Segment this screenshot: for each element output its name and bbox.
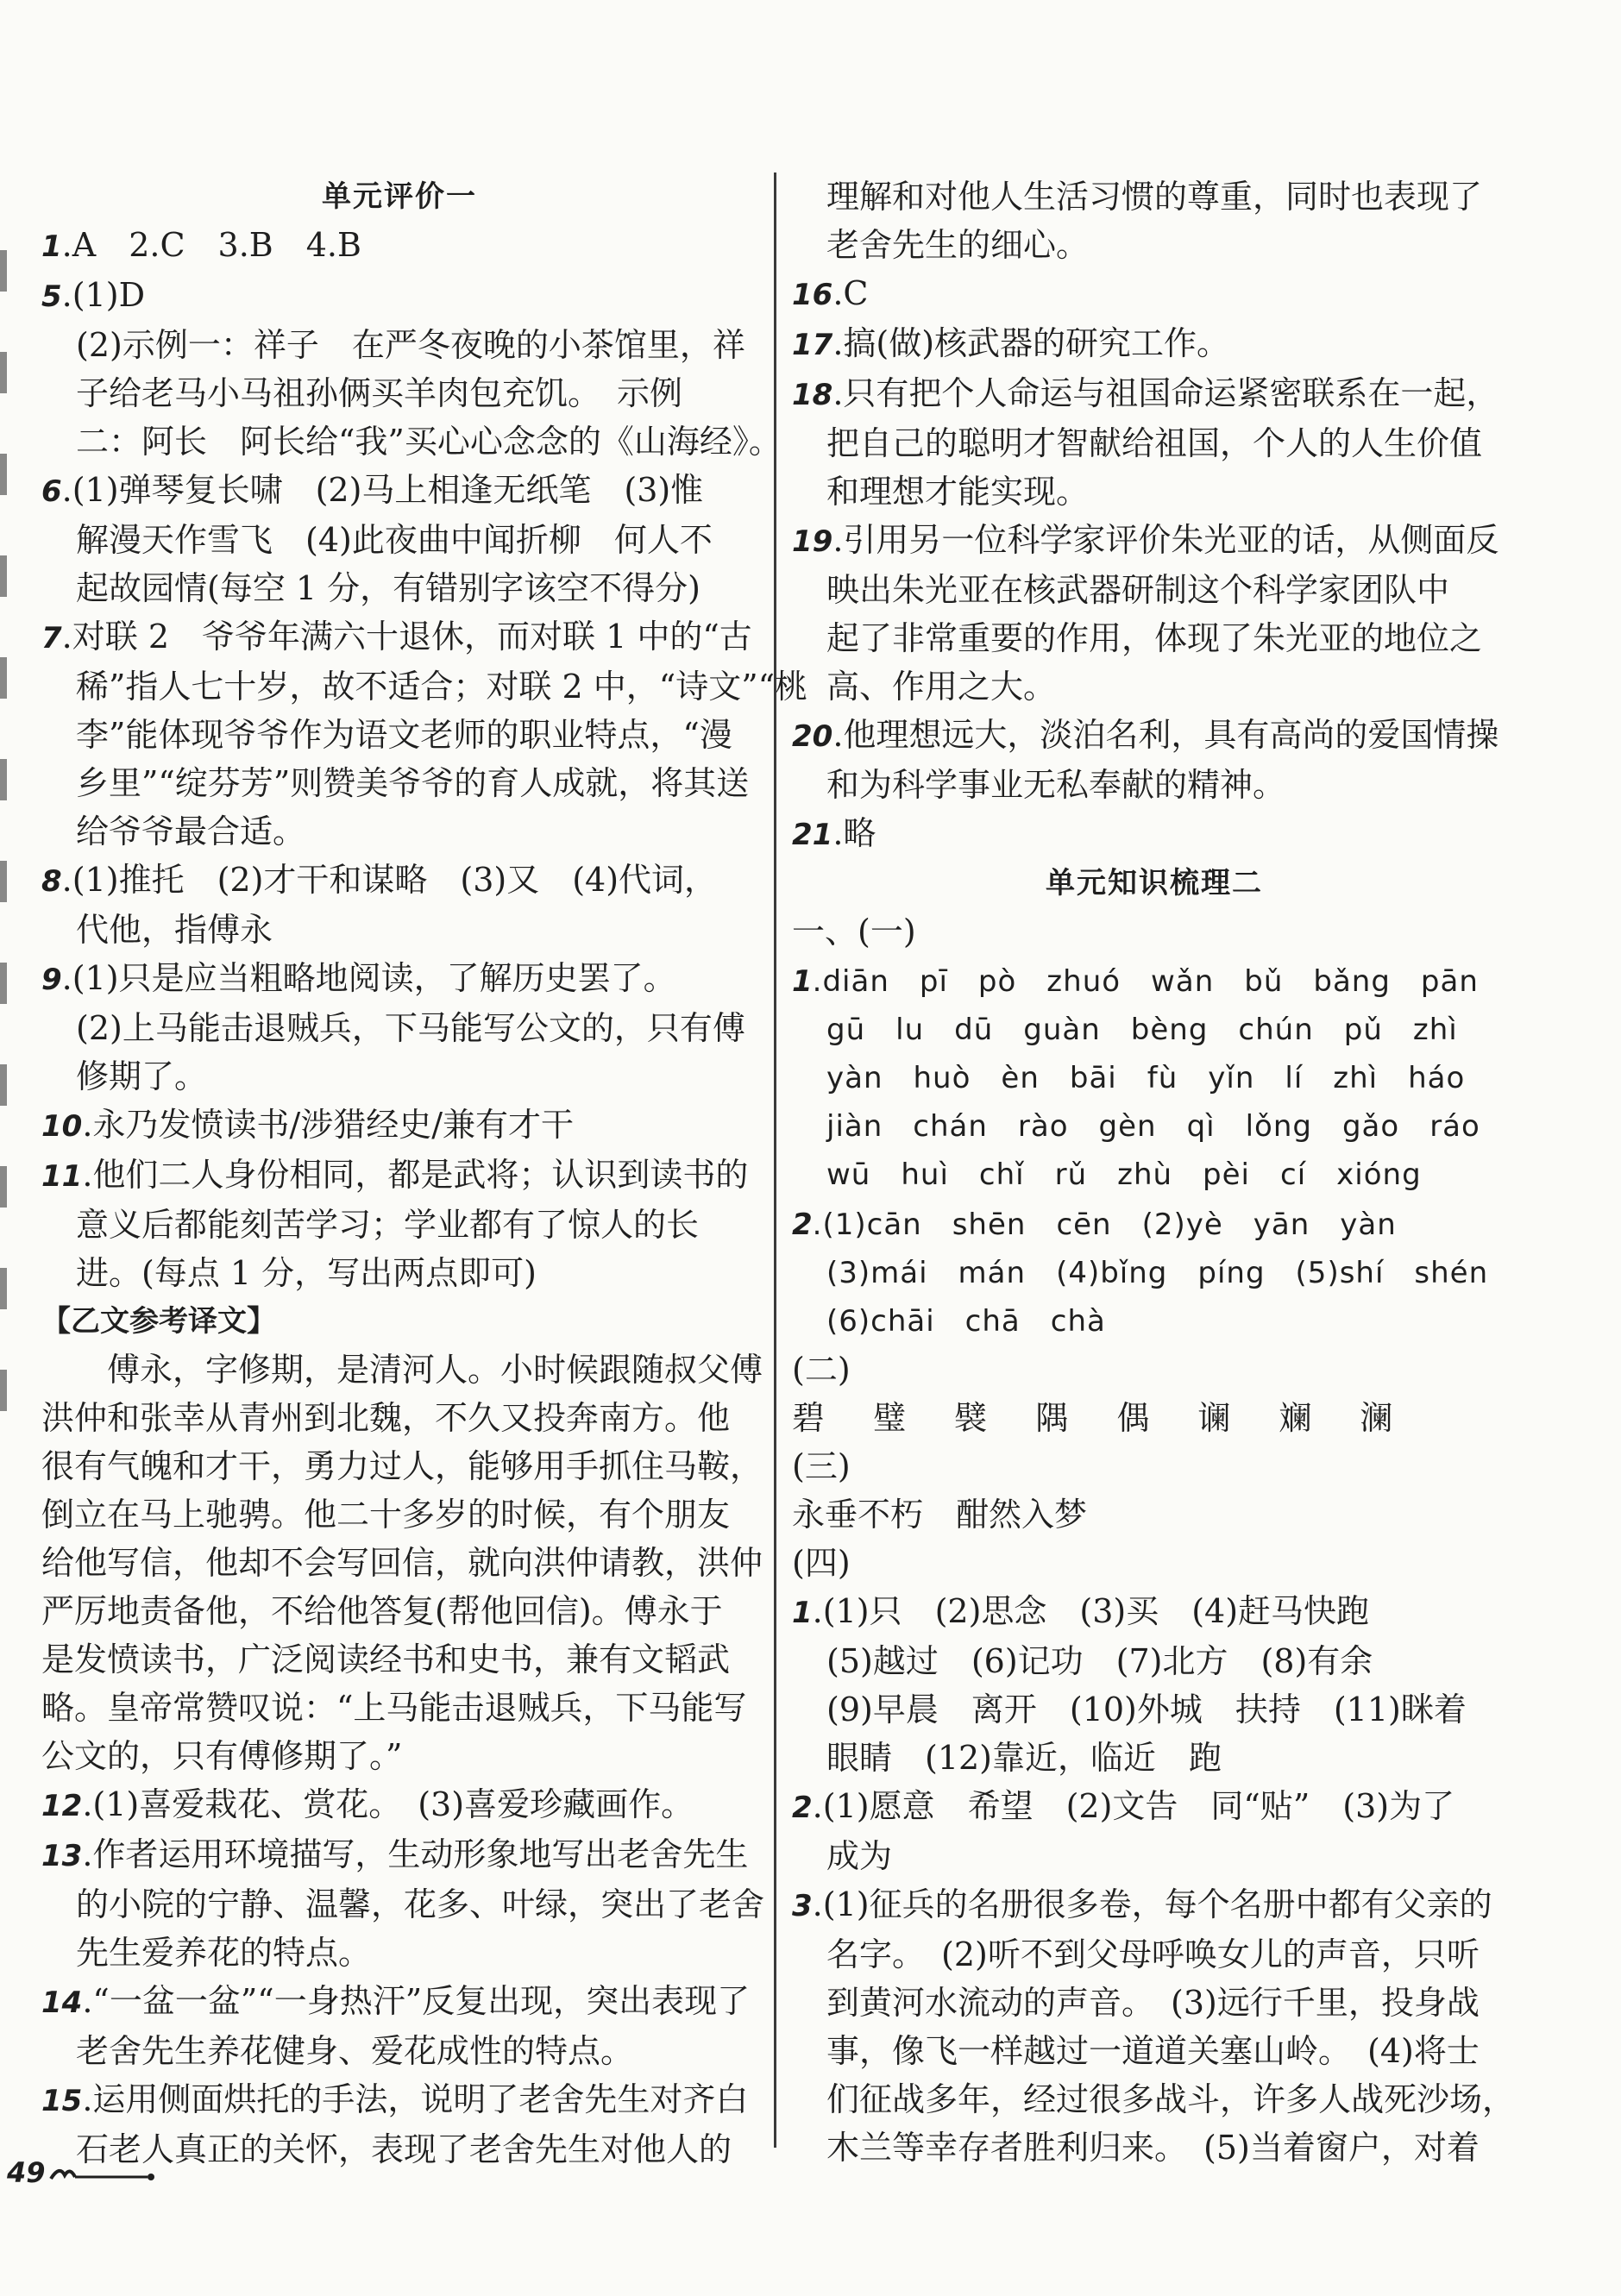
pinyin-answer-1: 1.diān pī pò zhuó wǎn bǔ bǎng pān gū lu dū guàn bèng chún pǔ zhì yàn huò èn bāi fù yǐn lí zhì háo jiàn chán rào gèn qì lǒng gǎo ráo wū huì chǐ rǔ zhù pèi cí xióng xyxy=(792,964,1480,1192)
answer-8: 8.(1)推托 (2)才干和谋略 (3)又 (4)代词， 代他，指傅永 xyxy=(41,861,718,949)
answer-6: 6.(1)弹琴复长啸 (2)马上相逢无纸笔 (3)惟 解漫天作雪飞 (4)此夜曲中闻折柳 何人不 起故园情(每空 1 分，有错别字该空不得分) xyxy=(41,471,713,607)
part-4-answer-2: 2.(1)愿意 希望 (2)文告 同“贴” (3)为了 成为 xyxy=(792,1787,1455,1875)
part-3-label: (三) xyxy=(792,1447,851,1485)
column-divider xyxy=(774,173,776,2148)
answer-14: 14.“一盆一盆”“一身热汗”反复出现，突出表现了 老舍先生养花健身、爱花成性的特点。 xyxy=(41,1982,751,2070)
pinyin-answer-2: 2.(1)cān shēn cēn (2)yè yān yàn (3)mái mán (4)bǐng píng (5)shí shén (6)chāi chā chà xyxy=(792,1208,1489,1339)
page-footer xyxy=(7,2156,158,2189)
answer-18: 18.只有把个人命运与祖国命运紧密联系在一起， 把自己的聪明才智献给祖国，个人的人生价值 和理想才能实现。 xyxy=(792,374,1499,511)
page-number: 49 xyxy=(7,2156,46,2189)
answer-15: 15.运用侧面烘托的手法，说明了老舍先生对齐白 石老人真正的关怀，表现了老舍先生对他人的 xyxy=(41,2080,749,2168)
part-2-characters: 碧 璧 襞 隅 偶 谰 斓 澜 xyxy=(792,1399,1412,1437)
footer-swoosh-icon xyxy=(46,2160,158,2186)
section-title-unit-evaluation-1: 单元评价一 xyxy=(322,179,477,214)
translation-block: 【乙文参考译文】 傅永，字修期，是清河人。小时候跟随叔父傅 洪仲和张幸从青州到北魏，不久又投奔南方。他 很有气魄和才干，勇力过人，能够用手抓住马鞍， 倒立在马上驰骋。他二十多岁的时候，有个朋友 给他写信，他却不会写回信，就向洪仲请教，洪仲 严厉地责备他，不给他答复(帮他回信)。傅永于 是发愤读书，广泛阅读经书和史书，兼有文韬武 略。皇帝常赞叹说：“上马能击退贼兵，下马能写 公文的，只有傅修期了。” xyxy=(41,1297,757,1780)
part-4-answer-1: 1.(1)只 (2)思念 (3)买 (4)赶马快跑 (5)越过 (6)记功 (7)北方 (8)有余 (9)早晨 离开 (10)外城 扶持 (11)眯着 眼睛 (12)靠近，临近 跑 xyxy=(792,1592,1467,1777)
answer-15-continued: 理解和对他人生活习惯的尊重，同时也表现了 老舍先生的细心。 xyxy=(826,178,1483,264)
part-1-label: 一、(一) xyxy=(792,913,916,950)
answer-11: 11.他们二人身份相同，都是武将；认识到读书的 意义后都能刻苦学习；学业都有了惊人的长 进。(每点 1 分，写出两点即可) xyxy=(41,1156,749,1292)
right-column xyxy=(792,173,1517,2172)
left-column xyxy=(41,173,808,2174)
answer-19: 19.引用另一位科学家评价朱光亚的话，从侧面反 映出朱光亚在核武器研制这个科学家团队中 起了非常重要的作用，体现了朱光亚的地位之 高、作用之大。 xyxy=(792,521,1499,706)
answer-21: 21.略 xyxy=(792,814,876,852)
answer-5: 5.(1)D (2)示例一：祥子 在严冬夜晚的小茶馆里，祥 子给老马小马祖孙俩买羊肉包充饥。 示例 二：阿长 阿长给“我”买心心念念的《山海经》。 xyxy=(41,276,782,461)
part-2-label: (二) xyxy=(792,1351,851,1389)
answer-13: 13.作者运用环境描写，生动形象地写出老舍先生 的小院的宁静、温馨，花多、叶绿，突出了老舍 先生爱养花的特点。 xyxy=(41,1835,765,1972)
part-3-text: 永垂不朽 酣然入梦 xyxy=(792,1496,1088,1534)
part-4-label: (四) xyxy=(792,1544,851,1582)
answer-17: 17.搞(做)核武器的研究工作。 xyxy=(792,324,1230,362)
answer-20: 20.他理想远大，淡泊名利，具有高尚的爱国情操 和为科学事业无私奉献的精神。 xyxy=(792,716,1499,804)
answer-9: 9.(1)只是应当粗略地阅读，了解历史罢了。 (2)上马能击退贼兵，下马能写公文的，只有傅 修期了。 xyxy=(41,959,745,1095)
translation-heading: 【乙文参考译文】 xyxy=(41,1304,276,1339)
binding-edge-marks xyxy=(0,250,12,1975)
part-4-answer-3: 3.(1)征兵的名册很多卷，每个名册中都有父亲的 名字。 (2)听不到父母呼唤女儿的声音，只听 到黄河水流动的声音。 (3)远行千里，投身战 事，像飞一样越过一道道关塞山岭。 (4)将士 们征战多年，经过很多战斗，许多人战死沙场， 木兰等幸存者胜利归来。 (5)当着窗户，对着 xyxy=(792,1885,1516,2167)
answer-1-4: 1.A 2.C 3.B 4.B xyxy=(41,226,361,264)
answer-12: 12.(1)喜爱栽花、赏花。 (3)喜爱珍藏画作。 xyxy=(41,1785,694,1823)
section-title-unit-knowledge-2: 单元知识梳理二 xyxy=(1046,866,1263,900)
answer-10: 10.永乃发愤读书/涉猎经史/兼有才干 xyxy=(41,1106,575,1144)
answer-7: 7.对联 2 爷爷年满六十退休，而对联 1 中的“古 稀”指人七十岁，故不适合；对联 2 中，“诗文”“桃 李”能体现爷爷作为语文老师的职业特点，“漫 乡里”“绽芬芳”则赞美爷爷的育人成就，将其送 给爷爷最合适。 xyxy=(41,618,808,850)
answer-16: 16.C xyxy=(792,274,869,312)
